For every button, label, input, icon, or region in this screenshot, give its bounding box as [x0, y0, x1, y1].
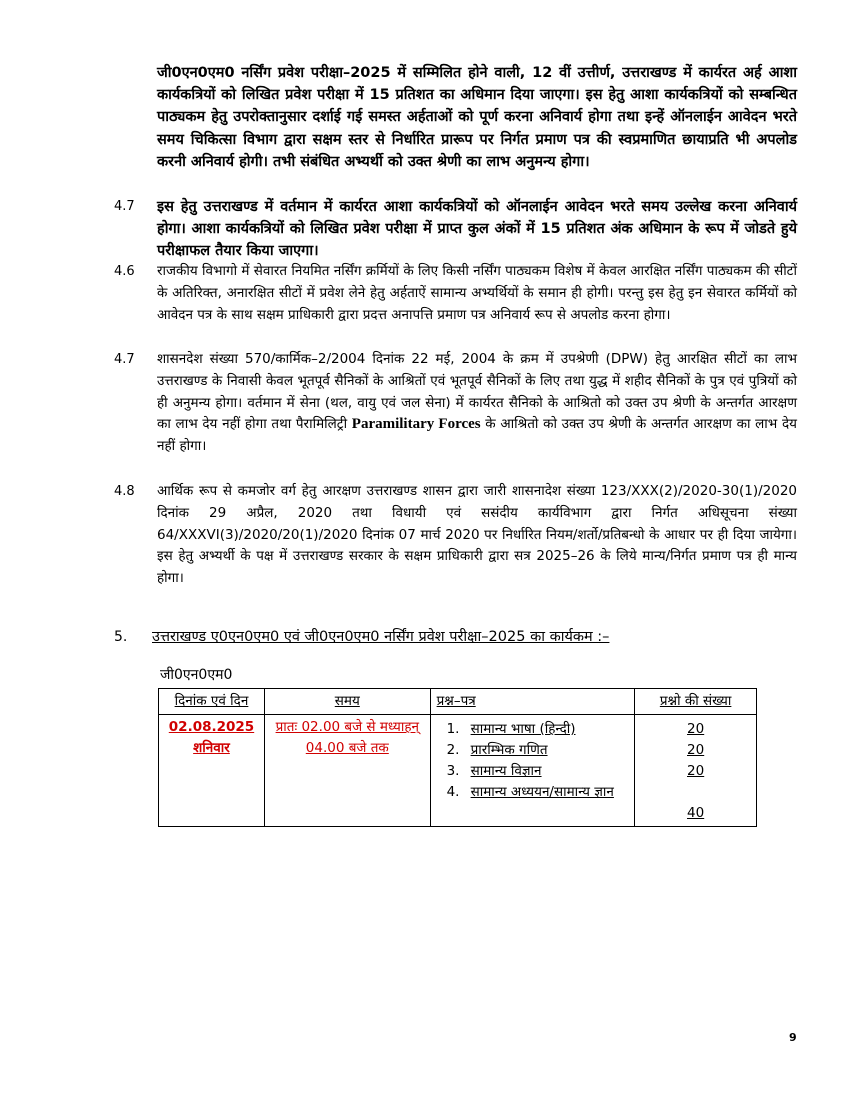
count-cell: [635, 715, 757, 827]
clause-number: 4.6: [114, 264, 135, 279]
section-title: उत्तराखण्ड ए0एन0एम0 एवं जी0एन0एम0 नर्सिंग प्रवेश परीक्षा–2025 का कार्यकम :–: [152, 629, 610, 645]
header-count: प्रश्नो की संख्या: [635, 689, 757, 715]
exam-day: शनिवार: [193, 740, 230, 756]
list-item: 4. सामान्य अध्ययन/सामान्य ज्ञान: [446, 784, 614, 800]
question-count: 20: [687, 763, 705, 779]
header-time: समय: [264, 689, 430, 715]
clause-text: [157, 349, 797, 458]
list-item: 2. प्रारम्भिक गणित: [446, 742, 548, 758]
clause-text: आर्थिक रूप से कमजोर वर्ग हेतु आरक्षण उत्तराखण्ड शासन द्वारा जारी शासनादेश संख्या 123/XXX(2)/2020-30(1)/2020 दिनांक 29 अप्रैल, 2020 तथा विधायी एवं ससंदीय कार्यविभाग द्वारा निर्गत अधिसूचना संख्या 64/XXXVI(3)/2020/20(1)/2020 दिनांक 07 मार्च 2020 पर निर्धारित नियम/शर्तो/प्रतिबन्धो के आधार पर ही दिया जायेगा। इस हेतु अभ्यर्थी के पक्ष में उत्तराखण्ड सरकार के सक्षम प्राधिकारी द्वारा सत्र 2025–26 के लिये मान्य/निर्गत प्रमाण पत्र ही मान्य होगा।: [157, 483, 797, 587]
paper-name: सामान्य अध्ययन/सामान्य ज्ञान: [470, 784, 614, 800]
header-date: दिनांक एवं दिन: [159, 689, 265, 715]
clause-text: राजकीय विभागो में सेवारत नियमित नर्सिंग क्रर्मियों के लिए किसी नर्सिंग पाठ्यकम विशेष में केवल आरक्षित नर्सिंग पाठ्यकम की सीटों के अतिरिक्त, अनारक्षित सीटों में प्रवेश लेने हेतु अर्हताऐं सामान्य अभ्यर्थियों के समान ही होगी। परन्तु इस हेतु इन सेवारत कर्मियों को आवेदन पत्र के साथ सक्षम प्राधिकारी द्वारा प्रदत्त अनापत्ति प्रमाण पत्र अनिवार्य रूप से अपलोड करना होगा।: [157, 263, 797, 323]
section-number: 5.: [114, 629, 128, 645]
clause-number: 4.7: [114, 199, 135, 214]
gnm-subheading: जी0एन0एम0: [160, 667, 233, 683]
papers-cell: [430, 715, 635, 827]
clause-text-part: शासनदेश संख्या 570/कार्मिक–2/2004 दिनांक 22 मई, 2004 के क्रम में उपश्रेणी (DPW) हेतु आरक्षित सीटों का लाभ उत्तराखण्ड के निवासी केवल भूतपूर्व सैनिकों के आश्रितों एवं भूतपूर्व सैनिकों के लिए तथा युद्ध में शहीद सैनिकों के पुत्र एवं पुत्रियों को ही अनुमन्य होगा। वर्तमान में सेना (थल, वायु एवं जल सेना) में कार्यरत सैनिको के आश्रितो को उक्त उप श्रेणी के अन्तर्गत आरक्षण का लाभ देय नहीं होगा तथा पैरामिलिट्री: [157, 351, 797, 433]
list-item: 1. सामान्य भाषा (हिन्दी): [446, 721, 576, 737]
paper-name: सामान्य विज्ञान: [470, 763, 542, 779]
count-list: [641, 719, 750, 824]
paper-list: [437, 719, 629, 803]
clause-text-part: के आश्रितो को उक्त उप श्रेणी के अन्तर्गत आरक्षण का लाभ देय नहीं होगा।: [157, 416, 797, 455]
question-count: 20: [687, 742, 705, 758]
intro-paragraph: जी0एन0एम0 नर्सिंग प्रवेश परीक्षा–2025 में सम्मिलित होने वाली, 12 वीं उत्तीर्ण, उत्तराखण्ड में कार्यरत अर्ह आशा कार्यकत्रियों को लिखित प्रवेश परीक्षा में 15 प्रतिशत का अधिमान दिया जाएगा। इस हेतु आशा कार्यकत्रियों को सम्बन्धित पाठ्यकम हेतु उपरोक्तानुसार दर्शाई गई समस्त अर्हताओं को पूर्ण करना अनिवार्य होगा तथा इन्हें ऑनलाईन आवेदन भरते समय चिकित्सा विभाग द्वारा सक्षम स्तर से निर्धारित प्रारूप पर निर्गत प्रमाण पत्र की स्वप्रमाणित छायाप्रति भी अपलोड करनी अनिवार्य होगी। तभी संबंधित अभ्यर्थी को उक्त श्रेणी का लाभ अनुमन्य होगा।: [157, 65, 797, 170]
clause-number: 4.7: [114, 352, 135, 367]
header-paper: प्रश्न–पत्र: [430, 689, 635, 715]
paper-name: प्रारम्भिक गणित: [470, 742, 548, 758]
clause-number: 4.8: [114, 484, 135, 499]
clause-text: इस हेतु उत्तराखण्ड में वर्तमान में कार्यरत आशा कार्यकत्रियों को ऑनलाईन आवेदन भरते समय उल्लेख करना अनिवार्य होगा। आशा कार्यकत्रियों को लिखित प्रवेश परीक्षा में प्राप्त कुल अंकों में 15 प्रतिशत अंक अधिमान के रूप में जोडते हुये परीक्षाफल तैयार किया जाएगा।: [157, 199, 797, 260]
page-number: 9: [789, 1031, 797, 1044]
paramilitary-forces-term: Paramilitary Forces: [351, 416, 481, 433]
question-count: 40: [687, 805, 705, 821]
question-count: 20: [687, 721, 705, 737]
exam-date: 02.08.2025: [168, 719, 255, 735]
table-row: [159, 715, 757, 827]
list-item: 3. सामान्य विज्ञान: [446, 763, 542, 779]
exam-schedule-table: [158, 688, 757, 827]
table-header-row: [159, 689, 757, 715]
exam-time: प्रातः 02.00 बजे से मध्याहन् 04.00 बजे तक: [275, 719, 419, 756]
date-cell: [159, 715, 265, 827]
time-cell: [264, 715, 430, 827]
paper-name: सामान्य भाषा (हिन्दी): [470, 721, 576, 737]
